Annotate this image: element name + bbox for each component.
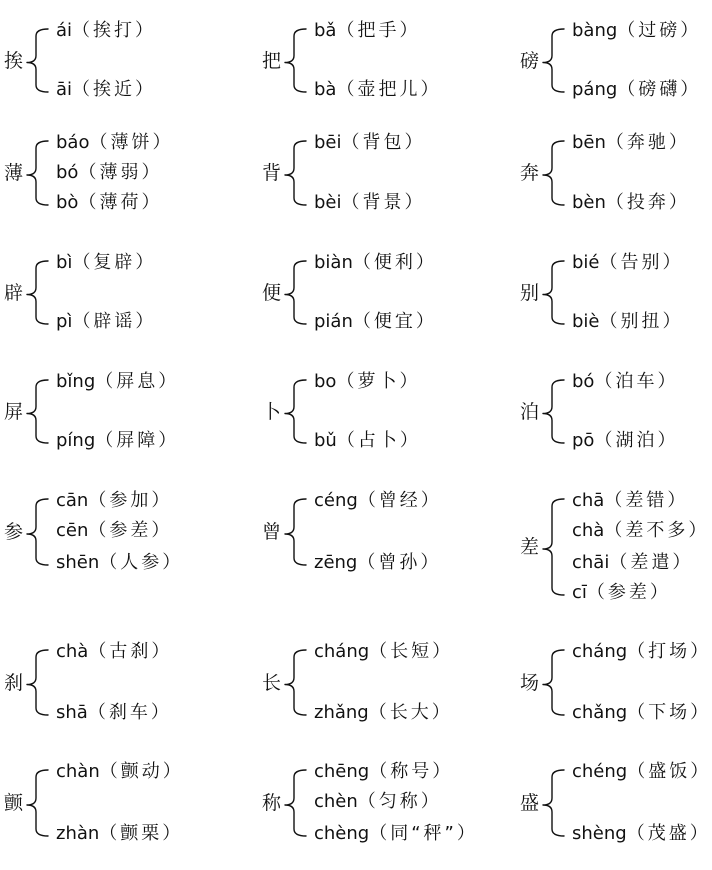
example-word: （颤动）: [99, 761, 184, 782]
pinyin: zēng: [314, 552, 358, 573]
reading-line: [314, 761, 453, 783]
pinyin: bǐng: [56, 371, 96, 392]
example-word: （湖泊）: [594, 430, 679, 451]
entry-character: 磅: [520, 49, 540, 72]
example-word: （曾经）: [357, 490, 442, 511]
entry-character: 颤: [4, 792, 24, 814]
example-word: （古刹）: [88, 641, 173, 662]
entry-character: 长: [262, 671, 282, 694]
reading-line: [314, 132, 426, 154]
curly-brace-icon: [26, 18, 56, 103]
reading-line: [314, 552, 441, 574]
reading-line: [56, 761, 184, 783]
curly-brace-icon: [542, 250, 572, 335]
entry-character: 挨: [4, 49, 24, 72]
example-word: （刹车）: [87, 702, 172, 723]
pinyin: chàn: [56, 761, 100, 782]
pinyin: bēn: [572, 132, 606, 153]
pinyin: bèi: [314, 192, 342, 213]
example-word: （屏息）: [95, 371, 180, 392]
reading-line: [56, 371, 179, 393]
entry-character: 便: [262, 281, 282, 304]
example-word: （曾孙）: [357, 552, 442, 573]
pinyin: zhǎng: [314, 702, 369, 723]
reading-line: [56, 20, 156, 42]
pinyin: páng: [572, 79, 618, 100]
reading-line: [572, 582, 671, 604]
reading-line: [56, 162, 162, 184]
curly-brace-icon: [542, 759, 572, 847]
reading-line: [56, 552, 183, 574]
example-word: （便利）: [352, 252, 437, 273]
example-word: （打场）: [627, 641, 712, 662]
curly-brace-icon: [542, 639, 572, 726]
pinyin: shèng: [572, 823, 627, 844]
reading-line: [56, 823, 183, 845]
reading-line: [56, 311, 156, 333]
pinyin: shā: [56, 702, 88, 723]
reading-line: [572, 311, 684, 333]
reading-line: [572, 641, 711, 663]
reading-line: [56, 702, 172, 724]
reading-line: [314, 192, 426, 214]
entry-character: 场: [520, 671, 540, 694]
reading-line: [314, 702, 453, 724]
entry-character: 参: [4, 521, 24, 543]
example-word: （背景）: [341, 192, 426, 213]
entry-character: 差: [520, 536, 540, 558]
pinyin: cī: [572, 582, 587, 603]
example-word: （长大）: [368, 702, 453, 723]
example-word: （差错）: [604, 490, 689, 511]
pinyin: bà: [314, 79, 337, 100]
curly-brace-icon: [26, 130, 56, 216]
curly-brace-icon: [542, 488, 572, 606]
example-word: （薄荷）: [78, 192, 163, 213]
entry-character: 盛: [520, 792, 540, 814]
example-word: （奔驰）: [605, 132, 690, 153]
reading-line: [314, 641, 453, 663]
example-word: （人参）: [99, 552, 184, 573]
entry-character: 背: [262, 162, 282, 184]
reading-line: [572, 371, 678, 393]
entry-character: 泊: [520, 400, 540, 423]
pinyin: cháng: [572, 641, 628, 662]
pinyin: píng: [56, 430, 96, 451]
reading-line: [56, 520, 172, 542]
curly-brace-icon: [284, 18, 314, 103]
curly-brace-icon: [26, 759, 56, 847]
pinyin: biàn: [314, 252, 353, 273]
reading-line: [572, 192, 690, 214]
reading-line: [572, 132, 690, 154]
reading-line: [56, 132, 173, 154]
reading-line: [56, 192, 162, 214]
curly-brace-icon: [284, 759, 314, 847]
example-word: （复辟）: [72, 252, 157, 273]
pinyin: chéng: [572, 761, 628, 782]
entry-character: 刹: [4, 671, 24, 694]
reading-line: [314, 371, 420, 393]
entry-character: 称: [262, 792, 282, 814]
example-word: （茂盛）: [626, 823, 711, 844]
reading-line: [572, 761, 711, 783]
reading-line: [314, 791, 442, 813]
reading-line: [572, 20, 701, 42]
pinyin: chèn: [314, 791, 358, 812]
pinyin: bì: [56, 252, 73, 273]
pinyin: biè: [572, 311, 600, 332]
example-word: （投奔）: [605, 192, 690, 213]
example-word: （薄弱）: [78, 162, 163, 183]
reading-line: [572, 823, 711, 845]
example-word: （壶把儿）: [336, 79, 442, 100]
example-word: （过磅）: [617, 20, 702, 41]
example-word: （便宜）: [352, 311, 437, 332]
pinyin: bó: [572, 371, 595, 392]
pinyin: cēn: [56, 520, 89, 541]
pinyin: pō: [572, 430, 595, 451]
pinyin: shēn: [56, 552, 100, 573]
reading-line: [56, 641, 172, 663]
curly-brace-icon: [542, 18, 572, 103]
pinyin: chà: [572, 520, 605, 541]
entry-character: 卜: [262, 400, 282, 423]
example-word: （差不多）: [604, 520, 710, 541]
example-word: （盛饭）: [627, 761, 712, 782]
pinyin: bié: [572, 252, 600, 273]
pinyin: bǔ: [314, 430, 337, 451]
curly-brace-icon: [26, 250, 56, 335]
reading-line: [314, 490, 442, 512]
example-word: （参差）: [88, 520, 173, 541]
reading-line: [56, 490, 172, 512]
pinyin: bó: [56, 162, 79, 183]
reading-line: [572, 79, 701, 101]
reading-line: [314, 311, 437, 333]
example-word: （下场）: [627, 702, 712, 723]
example-word: （告别）: [599, 252, 684, 273]
pinyin: chā: [572, 490, 605, 511]
pinyin: bò: [56, 192, 79, 213]
pinyin: zhàn: [56, 823, 100, 844]
reading-line: [572, 252, 684, 274]
entry-character: 曾: [262, 521, 282, 543]
curly-brace-icon: [542, 369, 572, 454]
curly-brace-icon: [284, 369, 314, 454]
example-word: （颤栗）: [99, 823, 184, 844]
pinyin: chèng: [314, 823, 370, 844]
reading-line: [314, 79, 441, 101]
pinyin: bo: [314, 371, 337, 392]
entry-character: 薄: [4, 162, 24, 184]
curly-brace-icon: [284, 639, 314, 726]
pinyin: pì: [56, 311, 73, 332]
example-word: （辟谣）: [72, 311, 157, 332]
curly-brace-icon: [26, 639, 56, 726]
example-word: （泊车）: [594, 371, 679, 392]
example-word: （称号）: [369, 761, 454, 782]
curly-brace-icon: [26, 488, 56, 576]
example-word: （把手）: [336, 20, 421, 41]
pinyin: ái: [56, 20, 73, 41]
pinyin: pián: [314, 311, 353, 332]
reading-line: [56, 252, 156, 274]
example-word: （薄饼）: [89, 132, 174, 153]
example-word: （挨近）: [72, 79, 157, 100]
pinyin: āi: [56, 79, 73, 100]
pinyin: cháng: [314, 641, 370, 662]
pinyin: bēi: [314, 132, 342, 153]
pinyin: bèn: [572, 192, 606, 213]
pinyin: bàng: [572, 20, 618, 41]
curly-brace-icon: [542, 130, 572, 216]
pinyin: chēng: [314, 761, 370, 782]
reading-line: [314, 252, 437, 274]
curly-brace-icon: [284, 250, 314, 335]
example-word: （匀称）: [357, 791, 442, 812]
reading-line: [572, 490, 688, 512]
pinyin: céng: [314, 490, 358, 511]
example-word: （磅礴）: [617, 79, 702, 100]
pinyin: báo: [56, 132, 90, 153]
reading-line: [56, 430, 179, 452]
reading-line: [572, 552, 693, 574]
pinyin: chāi: [572, 552, 610, 573]
entry-character: 奔: [520, 162, 540, 184]
example-word: （参差）: [586, 582, 671, 603]
curly-brace-icon: [284, 488, 314, 576]
pinyin: chǎng: [572, 702, 628, 723]
reading-line: [572, 430, 678, 452]
example-word: （长短）: [369, 641, 454, 662]
reading-line: [314, 823, 478, 845]
entry-character: 辟: [4, 281, 24, 304]
example-word: （别扭）: [599, 311, 684, 332]
example-word: （同“秤”）: [369, 823, 478, 844]
pinyin: bǎ: [314, 20, 337, 41]
example-word: （背包）: [341, 132, 426, 153]
entry-character: 把: [262, 49, 282, 72]
reading-line: [314, 430, 421, 452]
reading-line: [572, 520, 709, 542]
curly-brace-icon: [26, 369, 56, 454]
example-word: （差遣）: [609, 552, 694, 573]
example-word: （挨打）: [72, 20, 157, 41]
example-word: （占卜）: [336, 430, 421, 451]
reading-line: [314, 20, 420, 42]
reading-line: [56, 79, 156, 101]
example-word: （屏障）: [95, 430, 180, 451]
entry-character: 屏: [4, 400, 24, 423]
example-word: （参加）: [88, 490, 173, 511]
reading-line: [572, 702, 711, 724]
entry-character: 别: [520, 281, 540, 304]
pinyin: cān: [56, 490, 89, 511]
example-word: （萝卜）: [336, 371, 421, 392]
pinyin: chà: [56, 641, 89, 662]
curly-brace-icon: [284, 130, 314, 216]
